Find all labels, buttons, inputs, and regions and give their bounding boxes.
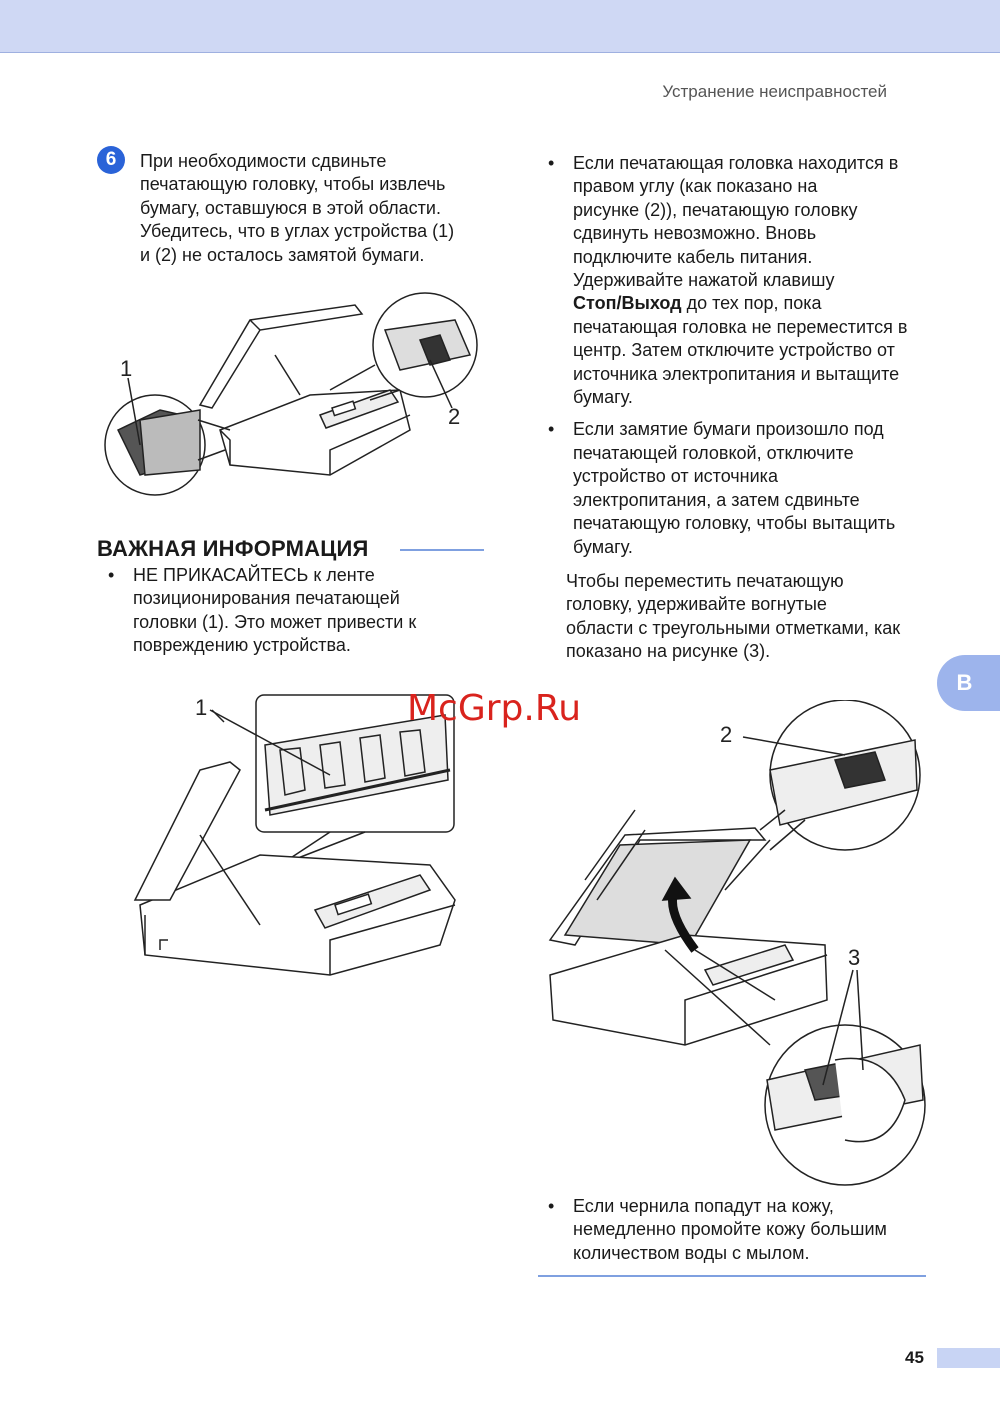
important-info-end-rule xyxy=(538,1275,926,1277)
bullet-line: источника электропитания и вытащите xyxy=(573,363,900,384)
ink-skin-bullet xyxy=(546,1195,931,1274)
bullet-line: позиционирования печатающей xyxy=(133,588,400,609)
bullet-line: НЕ ПРИКАСАЙТЕСЬ к ленте xyxy=(133,565,375,585)
paragraph-line: головку, удерживайте вогнутые xyxy=(566,594,827,615)
chapter-tab: B xyxy=(937,655,1000,711)
list-item: • НЕ ПРИКАСАЙТЕСЬ к ленте позиционирования печатающей головки (1). Это может привести к повреждению устройства. xyxy=(106,564,446,658)
bullet-line: бумагу. xyxy=(573,536,633,557)
bullet-line: немедленно промойте кожу большим xyxy=(573,1219,887,1240)
bullet-line: бумагу. xyxy=(573,387,633,408)
right-column-bullets xyxy=(546,152,931,568)
step-text xyxy=(140,150,490,267)
top-header-band xyxy=(0,0,1000,53)
printer-open-cover-illustration xyxy=(100,290,490,510)
bullet-line: центр. Затем отключите устройство от xyxy=(573,340,895,361)
bullet-line: рисунке (2)), печатающую головку xyxy=(573,199,858,220)
paragraph-line: области с треугольными отметками, как xyxy=(566,617,901,638)
step-line: бумагу, оставшуюся в этой области. xyxy=(140,197,441,218)
figure2-callout-1: 1 xyxy=(195,695,208,720)
bullet-line: печатающей головкой, отключите xyxy=(573,442,854,463)
bullet-line: количеством воды с мылом. xyxy=(573,1242,810,1263)
page-number-tab xyxy=(937,1348,1000,1368)
bullet-line: печатающая головка не переместится в xyxy=(573,316,908,337)
bullet-line: Если печатающая головка находится в xyxy=(573,153,899,173)
page-number: 45 xyxy=(905,1348,924,1367)
bullet-line: сдвинуть невозможно. Вновь xyxy=(573,223,817,244)
figure3-callout-2: 2 xyxy=(720,722,733,747)
step-line: При необходимости сдвиньте xyxy=(140,151,387,171)
list-item: • Если печатающая головка находится в правом углу (как показано на рисунке (2)), печатающую головку сдвинуть невозможно. Вновь подключите кабель питания. Удерживайте нажатой клавишу Стоп/Выход до тех пор, пока печатающая головка не переместится в центр. Затем отключите устройство от источника электропитания и вытащите бумагу. xyxy=(546,152,931,409)
follow-paragraph xyxy=(566,570,931,664)
bullet-line: Удерживайте нажатой клавишу xyxy=(573,270,835,291)
bullet-line: подключите кабель питания. xyxy=(573,246,813,267)
bullet-line: правом углу (как показано на xyxy=(573,176,818,197)
figure1-callout-2: 2 xyxy=(448,404,461,429)
bullet-line: повреждению устройства. xyxy=(133,635,351,656)
bullet-line: головки (1). Это может привести к xyxy=(133,611,417,632)
figure1-callout-1: 1 xyxy=(120,356,133,381)
figure3-callout-3: 3 xyxy=(848,945,861,970)
list-item: • Если замятие бумаги произошло под печатающей головкой, отключите устройство от источника электропитания, а затем сдвиньте печатающую головку, чтобы вытащить бумагу. xyxy=(546,418,931,558)
step-line: Убедитесь, что в углах устройства (1) xyxy=(140,221,455,242)
encoder-strip-illustration xyxy=(130,690,470,1020)
paragraph-line: показано на рисунке (3). xyxy=(566,641,771,662)
bullet-line: электропитания, а затем сдвиньте xyxy=(573,489,860,510)
important-info-rule xyxy=(400,549,484,551)
watermark: McGrp.Ru xyxy=(407,688,582,729)
bullet-line: печатающую головку, чтобы вытащить xyxy=(573,513,896,534)
step-number-badge: 6 xyxy=(97,146,125,174)
bullet-line: Если чернила попадут на кожу, xyxy=(573,1196,834,1216)
move-printhead-illustration xyxy=(545,700,930,1190)
step-line: и (2) не осталось замятой бумаги. xyxy=(140,244,425,265)
running-header: Устранение неисправностей xyxy=(662,82,887,101)
step-line: печатающую головку, чтобы извлечь xyxy=(140,174,446,195)
list-item: • Если чернила попадут на кожу, немедленно промойте кожу большим количеством воды с мылом. xyxy=(546,1195,931,1265)
paragraph-line: Чтобы переместить печатающую xyxy=(566,571,844,591)
bullet-line-rest: до тех пор, пока xyxy=(681,293,822,314)
important-info-title: ВАЖНАЯ ИНФОРМАЦИЯ xyxy=(97,536,369,561)
important-bullets xyxy=(106,564,446,667)
bullet-line: Если замятие бумаги произошло под xyxy=(573,419,884,440)
bullet-line: устройство от источника xyxy=(573,466,778,487)
key-name-stop-exit: Стоп/Выход xyxy=(573,293,682,314)
bullet-line xyxy=(573,292,931,315)
